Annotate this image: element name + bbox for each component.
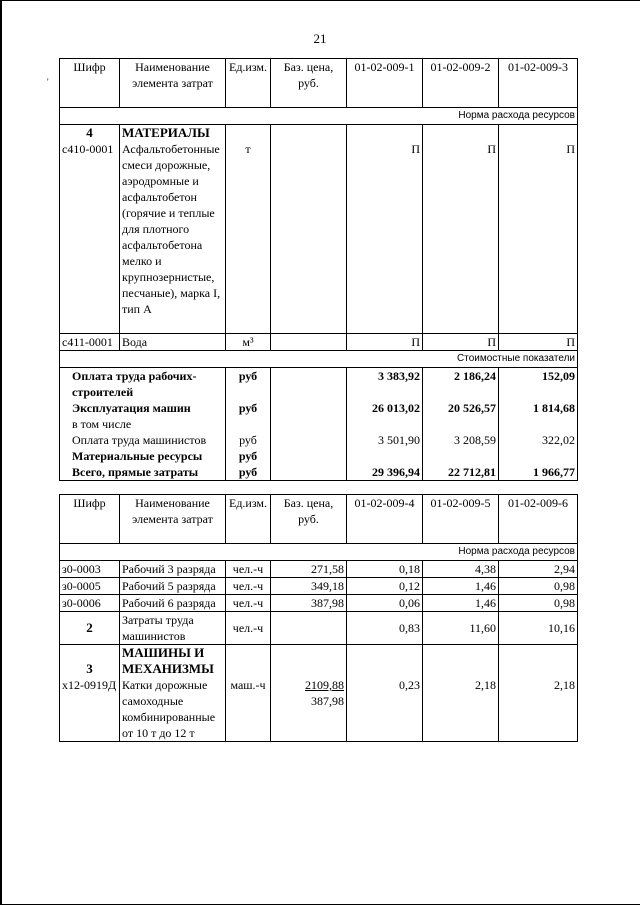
header-col-3: 01-02-009-3 [499, 59, 578, 108]
resource-table-2 [59, 494, 578, 742]
material-1-val-3: П [499, 125, 578, 334]
header-col-1: 01-02-009-1 [347, 59, 423, 108]
header-col-5: 01-02-009-5 [423, 495, 499, 544]
header-code: Шифр [60, 59, 120, 108]
worker-code: з0-0003 [60, 561, 120, 578]
machine-val-3: 2,18 [499, 645, 578, 742]
material-1-val-2: П [423, 125, 499, 334]
header-col-4: 01-02-009-4 [347, 495, 423, 544]
worker-row [60, 595, 578, 612]
section-cost-label: Стоимостные показатели [60, 351, 578, 368]
worker-price: 271,58 [271, 561, 347, 578]
worker-val-1: 0,06 [347, 595, 423, 612]
cost-col-1: 3 383,92 26 013,02 3 501,90 29 396,94 [347, 368, 423, 481]
section-cost-row [60, 351, 578, 368]
worker-val-3: 2,94 [499, 561, 578, 578]
material-2-code: с411-0001 [60, 334, 120, 351]
machine-code: х12-0919Д [62, 678, 117, 692]
worker-price: 349,18 [271, 578, 347, 595]
material-1-unit: т [226, 125, 271, 334]
header-name: Наименование элемента затрат [120, 59, 226, 108]
machines-number: 3 [86, 661, 93, 676]
material-2-row [60, 334, 578, 351]
material-2-price [271, 334, 347, 351]
header-unit: Ед.изм. [226, 59, 271, 108]
labor-name: Затраты труда машинистов [120, 612, 226, 645]
labor-price [271, 612, 347, 645]
material-1-price [271, 125, 347, 334]
worker-unit: чел.-ч [226, 561, 271, 578]
material-2-unit: м³ [226, 334, 271, 351]
machines-name-cell: МАШИНЫ И МЕХАНИЗМЫ Катки дорожные самоходные комбинированные от 10 т до 12 т [120, 645, 226, 742]
material-1-val-1: П [347, 125, 423, 334]
header-price: Баз. цена, руб. [271, 59, 347, 108]
table-header [60, 495, 578, 544]
materials-row [60, 125, 578, 334]
header-unit: Ед.изм. [226, 495, 271, 544]
labor-unit: чел.-ч [226, 612, 271, 645]
worker-row [60, 561, 578, 578]
worker-val-2: 1,46 [423, 595, 499, 612]
cost-col-2: 2 186,24 20 526,57 3 208,59 22 712,81 [423, 368, 499, 481]
section-norm-label: Норма расхода ресурсов [60, 544, 578, 561]
margin-mark: ' [47, 77, 49, 87]
machines-row [60, 645, 578, 742]
worker-val-2: 4,38 [423, 561, 499, 578]
worker-name: Рабочий 5 разряда [120, 578, 226, 595]
material-2-val-1: П [347, 334, 423, 351]
labor-val-1: 0,83 [347, 612, 423, 645]
materials-title: МАТЕРИАЛЫ [122, 125, 210, 140]
worker-code: з0-0005 [60, 578, 120, 595]
materials-name-cell: МАТЕРИАЛЫ Асфальтобетонные смеси дорожные, аэродромные и асфальтобетон (горячие и теплые для плотного асфальтобетона мелко и крупнозернистые, песчаные), марка I, тип А [120, 125, 226, 334]
section-norm-label: Норма расхода ресурсов [60, 108, 578, 125]
cost-names: Оплата труда рабочих- строителей Эксплуатация машин в том числе Оплата труда машинистов Материальные ресурсы Всего, прямые затраты [60, 368, 226, 481]
worker-name: Рабочий 3 разряда [120, 561, 226, 578]
worker-val-1: 0,12 [347, 578, 423, 595]
header-name: Наименование элемента затрат [120, 495, 226, 544]
material-1-code: с410-0001 [62, 142, 114, 156]
table-header [60, 59, 578, 108]
labor-row [60, 612, 578, 645]
worker-unit: чел.-ч [226, 595, 271, 612]
worker-code: з0-0006 [60, 595, 120, 612]
cost-col-3: 152,09 1 814,68 322,02 1 966,77 [499, 368, 578, 481]
page-number: 21 [313, 31, 327, 46]
materials-code-cell [60, 125, 120, 334]
machine-price-cell: 2109,88 387,98 [271, 645, 347, 742]
labor-number: 2 [60, 612, 120, 645]
cost-prices [271, 368, 347, 481]
machines-code-cell [60, 645, 120, 742]
labor-val-3: 10,16 [499, 612, 578, 645]
worker-unit: чел.-ч [226, 578, 271, 595]
resource-table-1 [59, 58, 578, 481]
cost-units: руб руб руб руб руб [226, 368, 271, 481]
machine-val-1: 0,23 [347, 645, 423, 742]
material-2-name: Вода [120, 334, 226, 351]
header-price: Баз. цена, руб. [271, 495, 347, 544]
worker-val-3: 0,98 [499, 595, 578, 612]
cost-block [60, 368, 578, 481]
material-2-val-3: П [499, 334, 578, 351]
header-col-6: 01-02-009-6 [499, 495, 578, 544]
materials-number: 4 [86, 125, 93, 140]
worker-val-3: 0,98 [499, 578, 578, 595]
worker-val-1: 0,18 [347, 561, 423, 578]
machine-val-2: 2,18 [423, 645, 499, 742]
header-code: Шифр [60, 495, 120, 544]
section-norm-row [60, 108, 578, 125]
worker-row [60, 578, 578, 595]
header-col-2: 01-02-009-2 [423, 59, 499, 108]
machine-unit-cell: маш.-ч [226, 645, 271, 742]
material-2-val-2: П [423, 334, 499, 351]
labor-val-2: 11,60 [423, 612, 499, 645]
section-norm-row [60, 544, 578, 561]
worker-price: 387,98 [271, 595, 347, 612]
worker-val-2: 1,46 [423, 578, 499, 595]
worker-name: Рабочий 6 разряда [120, 595, 226, 612]
